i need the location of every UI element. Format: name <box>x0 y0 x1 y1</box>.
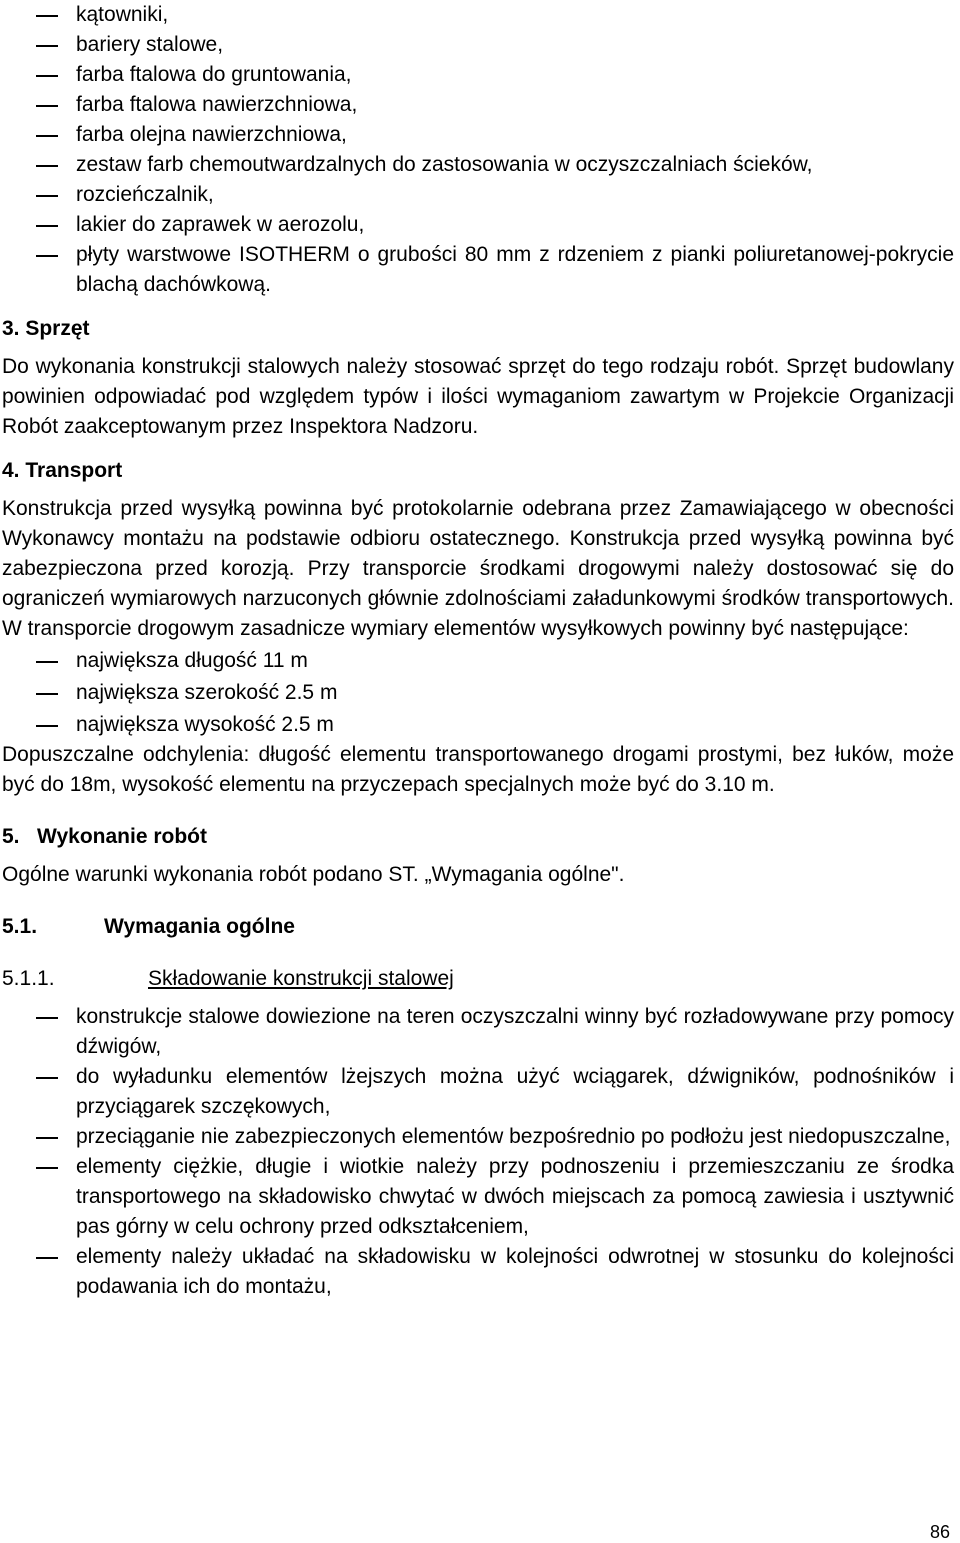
list-item-text: farba ftalowa do gruntowania, <box>76 63 352 86</box>
list-item-text: elementy należy układać na składowisku w kolejności odwrotnej w stosunku do kolejności podawania ich do montażu, <box>76 1245 954 1298</box>
section-4-tolerances: Dopuszczalne odchylenia: długość elementu transportowanego drogami prostymi, bez łuków, może być do 18m, wysokość elementu na przyczepach specjalnych może być do 3.10 m. <box>2 743 954 796</box>
list-item-text: największa wysokość 2.5 m <box>76 713 334 736</box>
section-5-heading <box>2 822 954 852</box>
list-item <box>2 30 954 60</box>
list-item-text: największa szerokość 2.5 m <box>76 681 338 704</box>
list-item <box>2 150 954 180</box>
list-item <box>2 120 954 150</box>
list-item-text: elementy ciężkie, długie i wiotkie należy przy podnoszeniu i przemieszczaniu ze środka transportowego na składowisko chwytać w dwóch miejscach za pomocą zawiesia i usztywnić pas górny w celu ochrony przed odkształceniem, <box>76 1155 954 1238</box>
section-5-text: Ogólne warunki wykonania robót podano ST. „Wymagania ogólne". <box>2 863 625 886</box>
list-item <box>2 646 954 676</box>
list-item-text: przeciąganie nie zabezpieczonych elementów bezpośrednio po podłożu jest niedopuszczalne, <box>76 1125 951 1148</box>
section-5-1-title: Wymagania ogólne <box>104 915 295 938</box>
section-3-heading: 3. Sprzęt <box>2 317 90 340</box>
list-item <box>2 180 954 210</box>
section-5-1-number: 5.1. <box>2 915 38 938</box>
list-item <box>2 240 954 300</box>
list-item-text: zestaw farb chemoutwardzalnych do zastosowania w oczyszczalniach ścieków, <box>76 153 813 176</box>
list-item <box>2 60 954 90</box>
section-5-1-1-heading <box>2 964 954 994</box>
list-item-text: lakier do zaprawek w aerozolu, <box>76 213 365 236</box>
page-number: 86 <box>929 1522 950 1542</box>
list-item <box>2 710 954 740</box>
list-item <box>2 1152 954 1242</box>
section-5-1-1-title: Składowanie konstrukcji stalowej <box>148 967 454 990</box>
list-item-text: rozcieńczalnik, <box>76 183 214 206</box>
list-item-text: kątowniki, <box>76 3 169 26</box>
list-item <box>2 678 954 708</box>
section-4-heading: 4. Transport <box>2 459 123 482</box>
list-item-text: bariery stalowe, <box>76 33 224 56</box>
section-4-text: Konstrukcja przed wysyłką powinna być protokolarnie odebrana przez Zamawiającego w obecności Wykonawcy montażu na podstawie odbioru ostatecznego. Konstrukcja przed wysyłką powinna być zabezpieczona przed korozją. Przy transporcie środkami drogowymi należy dostosować się do ograniczeń wymiarowych narzuconych głównie zdolnościami załadunkowymi środków transportowych. W transporcie drogowym zasadnicze wymiary elementów wysyłkowych powinny być następujące: <box>2 497 954 640</box>
list-item <box>2 1242 954 1302</box>
section-5-1-1-number: 5.1.1. <box>2 967 55 990</box>
list-item-text: konstrukcje stalowe dowiezione na teren oczyszczalni winny być rozładowywane przy pomocy dźwigów, <box>76 1005 954 1058</box>
dimensions-list <box>2 646 954 740</box>
list-item-text: największa długość 11 m <box>76 649 308 672</box>
section-5-title: Wykonanie robót <box>37 825 207 848</box>
list-item-text: farba ftalowa nawierzchniowa, <box>76 93 358 116</box>
storage-rules-list <box>2 1002 954 1302</box>
section-5-number: 5. <box>2 825 20 848</box>
section-3-text: Do wykonania konstrukcji stalowych należy stosować sprzęt do tego rodzaju robót. Sprzęt budowlany powinien odpowiadać pod względem typów i ilości wymaganiom zawartym w Projekcie Organizacji Robót zaakceptowanym przez Inspektora Nadzoru. <box>2 355 954 438</box>
list-item <box>2 210 954 240</box>
list-item <box>2 90 954 120</box>
list-item-text: płyty warstwowe ISOTHERM o grubości 80 mm z rdzeniem z pianki poliuretanowej-pokrycie blachą dachówkową. <box>76 243 954 296</box>
document-content <box>2 0 954 1302</box>
list-item <box>2 1062 954 1122</box>
materials-list <box>2 0 954 300</box>
list-item-text: farba olejna nawierzchniowa, <box>76 123 347 146</box>
section-5-1-heading <box>2 912 954 942</box>
list-item <box>2 0 954 30</box>
list-item <box>2 1002 954 1062</box>
list-item-text: do wyładunku elementów lżejszych można użyć wciągarek, dźwigników, podnośników i przyciągarek szczękowych, <box>76 1065 954 1118</box>
list-item <box>2 1122 954 1152</box>
